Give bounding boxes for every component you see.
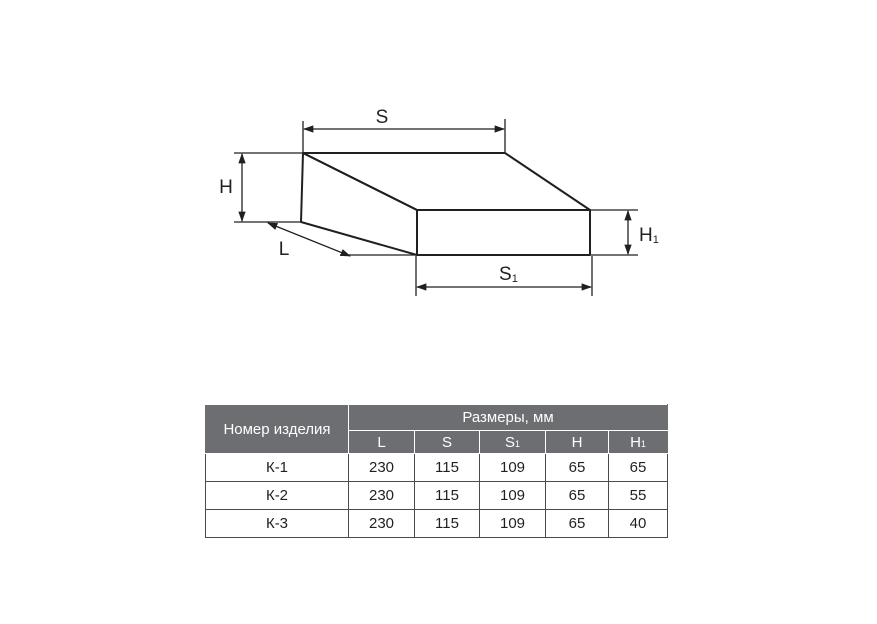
cell-l: 230 bbox=[349, 482, 415, 510]
label-h: H bbox=[219, 177, 233, 198]
header-col-h: H bbox=[546, 431, 609, 454]
label-l: L bbox=[278, 239, 290, 260]
cell-l: 230 bbox=[349, 510, 415, 538]
dimensions-table-container bbox=[205, 404, 668, 538]
header-dimensions-group: Размеры, мм bbox=[349, 405, 668, 431]
dimension-h bbox=[234, 153, 302, 222]
cell-h1: 65 bbox=[609, 454, 668, 482]
cell-h: 65 bbox=[546, 510, 609, 538]
cell-h1: 55 bbox=[609, 482, 668, 510]
brick-front-face bbox=[417, 210, 590, 255]
dimension-h1 bbox=[591, 210, 638, 255]
table-row bbox=[206, 454, 668, 482]
header-col-s: S bbox=[415, 431, 480, 454]
cell-s: 115 bbox=[415, 454, 480, 482]
label-s1: S1 bbox=[499, 264, 518, 285]
table-row bbox=[206, 482, 668, 510]
header-item-number: Номер изделия bbox=[206, 405, 349, 454]
header-col-s1: S1 bbox=[480, 431, 546, 454]
cell-l: 230 bbox=[349, 454, 415, 482]
cell-s1: 109 bbox=[480, 482, 546, 510]
cell-s1: 109 bbox=[480, 454, 546, 482]
brick-top-face bbox=[303, 153, 590, 210]
table-row bbox=[206, 510, 668, 538]
cell-h: 65 bbox=[546, 454, 609, 482]
table-header bbox=[206, 405, 668, 454]
dimension-s bbox=[303, 119, 505, 152]
header-col-l: L bbox=[349, 431, 415, 454]
cell-s: 115 bbox=[415, 510, 480, 538]
cell-item-name: К-2 bbox=[206, 482, 349, 510]
brick-outline bbox=[301, 153, 590, 255]
cell-item-name: К-3 bbox=[206, 510, 349, 538]
cell-h1: 40 bbox=[609, 510, 668, 538]
label-s: S bbox=[375, 107, 389, 128]
cell-item-name: К-1 bbox=[206, 454, 349, 482]
cell-h: 65 bbox=[546, 482, 609, 510]
label-h1: H1 bbox=[639, 225, 659, 246]
header-col-h1: H1 bbox=[609, 431, 668, 454]
dimensions-table bbox=[205, 404, 668, 538]
table-body bbox=[206, 454, 668, 538]
cell-s1: 109 bbox=[480, 510, 546, 538]
dimension-l bbox=[268, 223, 416, 256]
cell-s: 115 bbox=[415, 482, 480, 510]
brick-left-face bbox=[301, 153, 417, 255]
